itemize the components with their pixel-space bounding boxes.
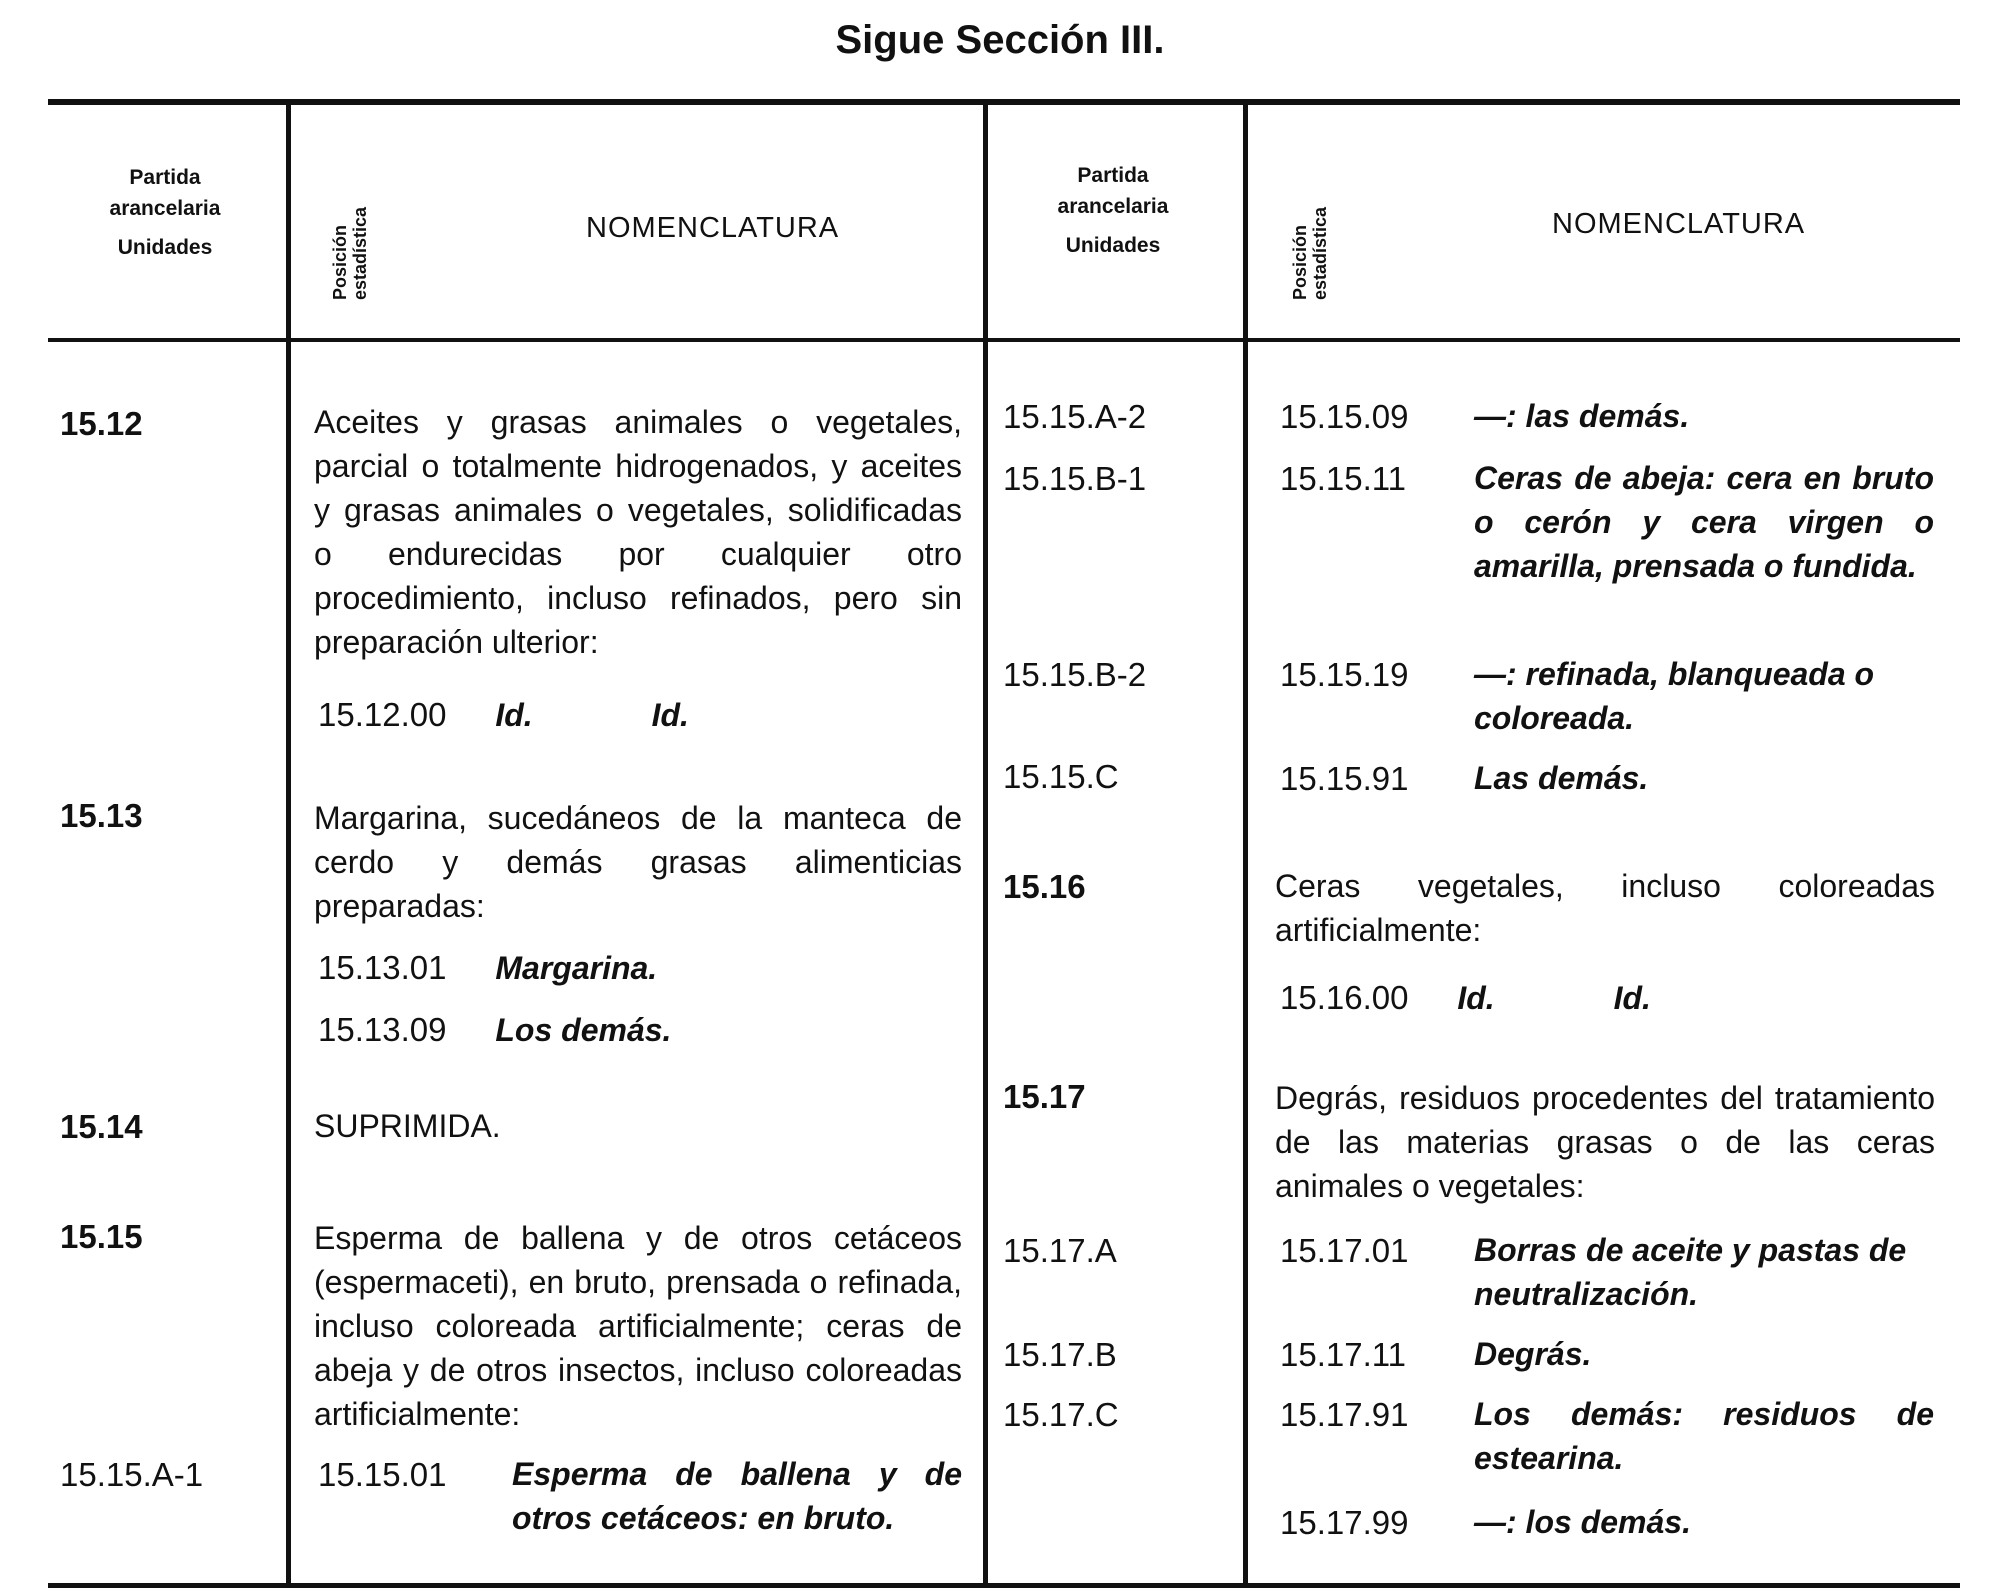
- header-unidades: Unidades: [117, 236, 213, 259]
- partida-code: 15.17: [1003, 1078, 1086, 1115]
- partida-code: 15.17.C: [1003, 1396, 1119, 1433]
- posicion-code: 15.15.19: [1280, 656, 1409, 693]
- posicion-description: Las demás.: [1474, 760, 1649, 796]
- posicion-code: 15.17.91: [1280, 1396, 1409, 1433]
- page-title: Sigue Sección III.: [835, 18, 1165, 62]
- posicion-code: 15.15.11: [1280, 460, 1407, 497]
- posicion-code: 15.17.11: [1280, 1336, 1407, 1373]
- posicion-description: —: refinada, blanqueada o coloreada.: [1474, 656, 1875, 736]
- posicion-description: Degrás.: [1474, 1336, 1592, 1372]
- posicion-code: 15.13.09: [318, 1011, 447, 1048]
- item-description: Ceras vegetales, incluso coloreadas artificialmente:: [1275, 868, 1935, 948]
- posicion-description: Id.: [651, 697, 689, 733]
- posicion-description: Borras de aceite y pastas de neutralización.: [1474, 1232, 1907, 1312]
- column-divider: [286, 105, 291, 1585]
- header-partida: [998, 160, 1228, 261]
- posicion-description: Id.: [495, 697, 533, 733]
- partida-code: 15.15.A-2: [1003, 398, 1147, 435]
- posicion-description: Ceras de abeja: cera en bruto o cerón y cera virgen o amarilla, prensada o fundida.: [1474, 460, 1934, 584]
- header-partida-label: Partida arancelaria: [1057, 164, 1169, 218]
- table-bottom-rule: [48, 1583, 1960, 1588]
- header-posicion-line1: Posición: [330, 224, 350, 300]
- posicion-description: Id.: [1457, 980, 1495, 1016]
- posicion-description: Id.: [1613, 980, 1651, 1016]
- header-posicion-line1: Posición: [1290, 224, 1310, 300]
- posicion-description: Margarina.: [495, 950, 658, 986]
- header-posicion-line2: estadística: [350, 206, 370, 300]
- partida-code: 15.12: [60, 405, 143, 442]
- posicion-code: 15.15.91: [1280, 760, 1409, 797]
- header-unidades: Unidades: [1065, 234, 1161, 257]
- header-posicion: [330, 207, 370, 300]
- header-nomenclatura: NOMENCLATURA: [1552, 208, 1806, 240]
- posicion-description: Los demás: residuos de estearina.: [1474, 1396, 1934, 1476]
- posicion-code: 15.17.99: [1280, 1504, 1409, 1541]
- item-description: Degrás, residuos procedentes del tratamiento de las materias grasas o de las ceras animales o vegetales:: [1275, 1080, 1935, 1204]
- column-divider: [1243, 105, 1248, 1585]
- header-posicion-line2: estadística: [1310, 206, 1330, 300]
- header-bottom-rule: [48, 338, 1960, 342]
- partida-code: 15.15.A-1: [60, 1456, 204, 1493]
- partida-code: 15.15.C: [1003, 758, 1119, 795]
- partida-code: 15.17.B: [1003, 1336, 1117, 1373]
- column-divider: [983, 105, 988, 1585]
- posicion-line: [318, 693, 689, 737]
- partida-code: 15.14: [60, 1108, 143, 1145]
- header-partida-label: Partida arancelaria: [109, 166, 221, 220]
- posicion-description: Esperma de ballena y de otros cetáceos: en bruto.: [512, 1456, 962, 1536]
- partida-code: 15.15: [60, 1218, 143, 1255]
- posicion-description: Los demás.: [495, 1012, 672, 1048]
- item-description: Esperma de ballena y de otros cetáceos (espermaceti), en bruto, prensada o refinada, incluso coloreada artificialmente; ceras de abeja y de otros insectos, incluso coloreadas artificialmente:: [314, 1220, 962, 1432]
- item-description: Aceites y grasas animales o vegetales, parcial o totalmente hidrogenados, y aceites y grasas animales o vegetales, solidificadas o endurecidas por cualquier otro procedimiento, incluso refinados, pero sin preparación ulterior:: [314, 404, 962, 660]
- posicion-line: [1280, 976, 1651, 1020]
- posicion-code: 15.12.00: [318, 696, 447, 733]
- posicion-line: [318, 1008, 671, 1052]
- posicion-code: 15.15.09: [1280, 398, 1409, 435]
- header-posicion: [1290, 207, 1330, 300]
- posicion-description: —: las demás.: [1474, 398, 1690, 434]
- posicion-code: 15.15.01: [318, 1456, 447, 1493]
- partida-code: 15.15.B-1: [1003, 460, 1147, 497]
- partida-code: 15.16: [1003, 868, 1086, 905]
- table-top-rule: [48, 99, 1960, 105]
- header-nomenclatura: NOMENCLATURA: [586, 212, 840, 244]
- posicion-code: 15.13.01: [318, 949, 447, 986]
- header-partida: [50, 162, 280, 263]
- partida-code: 15.17.A: [1003, 1232, 1117, 1269]
- item-description: Margarina, sucedáneos de la manteca de cerdo y demás grasas alimenticias preparadas:: [314, 800, 962, 924]
- partida-code: 15.15.B-2: [1003, 656, 1147, 693]
- posicion-code: 15.17.01: [1280, 1232, 1409, 1269]
- posicion-line: [318, 946, 657, 990]
- partida-code: 15.13: [60, 797, 143, 834]
- item-description: SUPRIMIDA.: [314, 1108, 501, 1144]
- posicion-description: —: los demás.: [1474, 1504, 1691, 1540]
- posicion-code: 15.16.00: [1280, 979, 1409, 1016]
